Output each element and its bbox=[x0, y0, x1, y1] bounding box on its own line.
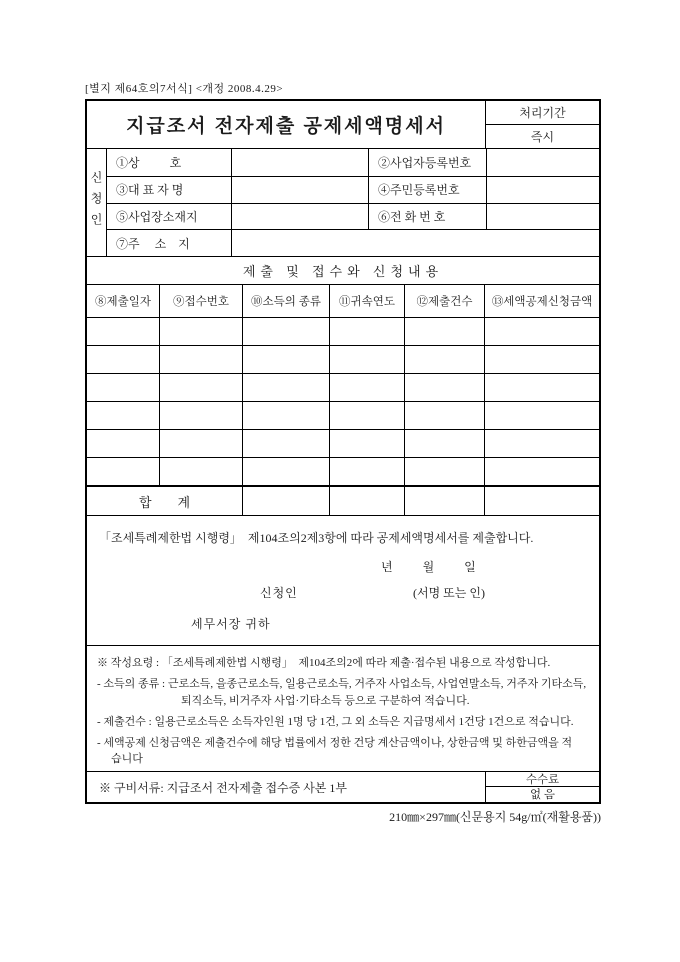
table-cell bbox=[404, 346, 484, 373]
footer-paper-spec: 210㎜×297㎜(신문용지 54g/㎡(재활용품)) bbox=[389, 810, 601, 824]
table-cell bbox=[242, 346, 329, 373]
table-cell bbox=[404, 318, 484, 345]
field-label-business-reg-no: ②사업자등록번호 bbox=[368, 149, 486, 176]
table-cell bbox=[484, 458, 599, 485]
table-cell bbox=[404, 430, 484, 457]
table-cell bbox=[484, 318, 599, 345]
applicant-row-3 bbox=[107, 203, 599, 230]
table-cell bbox=[242, 374, 329, 401]
section-title-submission: 제출 및 접수와 신청내용 bbox=[87, 256, 599, 284]
field-label-home-address: ⑦주 소 지 bbox=[116, 236, 190, 251]
applicant-section bbox=[87, 148, 599, 256]
instruction-income-types-line2: 퇴직소득, 비거주자 사업·기타소득 등으로 구분하여 적습니다. bbox=[181, 695, 470, 707]
table-cell bbox=[404, 374, 484, 401]
field-value-business-address bbox=[231, 204, 368, 230]
table-empty-row bbox=[87, 345, 599, 373]
col-header-income-type: ⑩소득의 종류 bbox=[242, 285, 329, 317]
instruction-credit-amount-line2: 습니다 bbox=[111, 753, 143, 765]
total-cell-income-type bbox=[242, 487, 329, 515]
field-label-representative-name: ③대 표 자 명 bbox=[116, 183, 184, 198]
instruction-submission-count: - 제출건수 : 일용근로소득은 소득자인원 1명 당 1건, 그 외 소득은 지급명세서 1건당 1건으로 적습니다. bbox=[97, 716, 574, 728]
table-cell bbox=[87, 346, 159, 373]
declaration-recipient: 세무서장 귀하 bbox=[191, 617, 271, 631]
table-cell bbox=[404, 402, 484, 429]
table-cell bbox=[159, 402, 242, 429]
fee-label: 수수료 bbox=[525, 774, 560, 786]
attachments-row bbox=[87, 771, 599, 802]
submission-table-header bbox=[87, 284, 599, 317]
total-row bbox=[87, 485, 599, 515]
table-cell bbox=[404, 458, 484, 485]
field-value-business-name bbox=[231, 149, 368, 176]
table-cell bbox=[159, 458, 242, 485]
table-cell bbox=[159, 430, 242, 457]
table-empty-row bbox=[87, 317, 599, 345]
declaration-section bbox=[87, 515, 599, 645]
table-cell bbox=[242, 318, 329, 345]
table-cell bbox=[159, 374, 242, 401]
table-cell bbox=[87, 374, 159, 401]
table-cell bbox=[329, 458, 404, 485]
title-row bbox=[87, 101, 599, 148]
table-cell bbox=[329, 318, 404, 345]
table-cell bbox=[87, 458, 159, 485]
table-empty-row bbox=[87, 457, 599, 485]
instructions-heading: ※ 작성요령 : 「조세특례제한법 시행령」 제104조의2에 따라 제출·접수된 내용으로 작성합니다. bbox=[97, 657, 551, 669]
applicant-row-4 bbox=[107, 229, 599, 256]
fee-box bbox=[485, 772, 599, 802]
field-value-representative-name bbox=[231, 177, 368, 203]
field-value-phone-number bbox=[486, 204, 599, 230]
tax-credit-statement-form bbox=[85, 99, 601, 804]
total-label: 합 계 bbox=[138, 494, 191, 510]
field-label-resident-reg-no: ④주민등록번호 bbox=[368, 177, 486, 203]
table-empty-row bbox=[87, 429, 599, 457]
field-value-business-reg-no bbox=[486, 149, 599, 176]
applicant-row-1 bbox=[107, 149, 599, 176]
declaration-date-line: 년 월 일 bbox=[381, 560, 476, 574]
declaration-statement: 「조세특례제한법 시행령」 제104조의2제3항에 따라 공제세액명세서를 제출합니다. bbox=[99, 531, 534, 545]
instruction-credit-amount-line1: - 세액공제 신청금액은 제출건수에 해당 법률에서 정한 건당 계산금액이나, 상한금액 및 하한금액을 적 bbox=[97, 737, 573, 749]
processing-period-box bbox=[485, 101, 599, 148]
applicant-group-label-text: 신청인 bbox=[89, 171, 103, 234]
instructions-section bbox=[87, 645, 599, 771]
applicant-row-2 bbox=[107, 176, 599, 203]
total-cell-tax-credit-amount bbox=[484, 487, 599, 515]
total-cell-attribution-year bbox=[329, 487, 404, 515]
declaration-applicant-label: 신청인 bbox=[260, 586, 298, 600]
form-title: 지급조서 전자제출 공제세액명세서 bbox=[126, 116, 446, 137]
table-cell bbox=[329, 402, 404, 429]
instruction-income-types-line1: - 소득의 종류 : 근로소득, 을종근로소득, 일용근로소득, 거주자 사업소득, 사업연말소득, 거주자 기타소득, bbox=[97, 678, 587, 690]
col-header-attribution-year: ⑪귀속연도 bbox=[329, 285, 404, 317]
col-header-submission-date: ⑧제출일자 bbox=[95, 296, 151, 308]
table-cell bbox=[329, 374, 404, 401]
col-header-tax-credit-amount: ⑬세액공제신청금액 bbox=[484, 285, 599, 317]
form-number-note: [별지 제64호의7서식] <개정 2008.4.29> bbox=[85, 83, 284, 95]
table-cell bbox=[159, 318, 242, 345]
field-label-phone-number: ⑥전 화 번 호 bbox=[368, 204, 486, 230]
table-cell bbox=[484, 402, 599, 429]
signature-note: (서명 또는 인) bbox=[413, 586, 485, 600]
table-empty-row bbox=[87, 401, 599, 429]
field-value-home-address bbox=[231, 230, 599, 256]
field-label-business-address: ⑤사업장소재지 bbox=[116, 209, 198, 224]
field-label-business-name: ①상 호 bbox=[116, 155, 182, 170]
table-cell bbox=[87, 318, 159, 345]
applicant-rows bbox=[106, 149, 599, 256]
processing-period-value: 즉시 bbox=[486, 124, 599, 148]
table-empty-row bbox=[87, 373, 599, 401]
table-cell bbox=[159, 346, 242, 373]
table-cell bbox=[242, 430, 329, 457]
fee-value: 없 음 bbox=[486, 786, 599, 801]
field-value-resident-reg-no bbox=[486, 177, 599, 203]
applicant-group-label bbox=[87, 149, 106, 256]
processing-period-label: 처리기간 bbox=[519, 106, 566, 120]
table-cell bbox=[242, 402, 329, 429]
col-header-submission-count: ⑫제출건수 bbox=[404, 285, 484, 317]
table-cell bbox=[484, 430, 599, 457]
col-header-receipt-number: ⑨접수번호 bbox=[159, 285, 242, 317]
table-cell bbox=[484, 346, 599, 373]
attachments-note: ※ 구비서류: 지급조서 전자제출 접수증 사본 1부 bbox=[99, 780, 347, 795]
total-cell-submission-count bbox=[404, 487, 484, 515]
table-cell bbox=[484, 374, 599, 401]
table-cell bbox=[329, 346, 404, 373]
table-cell bbox=[329, 430, 404, 457]
table-cell bbox=[87, 430, 159, 457]
table-cell bbox=[242, 458, 329, 485]
table-cell bbox=[87, 402, 159, 429]
